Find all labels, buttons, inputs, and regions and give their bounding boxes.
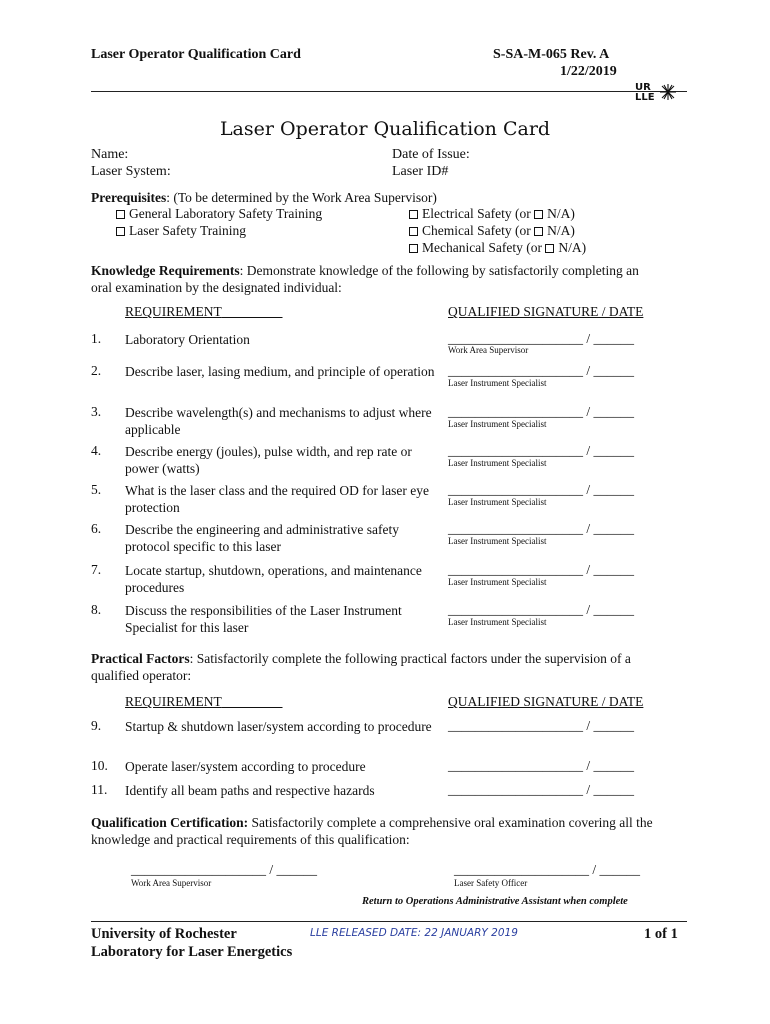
prerequisites-heading: [91, 190, 437, 206]
knowledge-item-number: 7.: [91, 562, 102, 577]
knowledge-item-text: Describe wavelength(s) and mechanisms to adjust where applicable: [125, 405, 432, 437]
practical-item-text: Startup & shutdown laser/system according to procedure: [125, 719, 432, 734]
prereq-mechanical[interactable]: Mechanical Safety (or N/A): [409, 240, 586, 256]
knowledge-item-signature-line[interactable]: ____________________ / ______: [448, 363, 635, 378]
knowledge-item-text: Locate startup, shutdown, operations, and maintenance procedures: [125, 563, 422, 595]
knowledge-item-role: Laser Instrument Specialist: [448, 497, 547, 507]
checkbox-icon[interactable]: [409, 227, 418, 236]
knowledge-item-role: Work Area Supervisor: [448, 345, 529, 355]
practical-item-signature-line[interactable]: ____________________ / ______: [448, 718, 635, 733]
svg-text:UR: UR: [635, 82, 651, 93]
practical-item-number: 11.: [91, 782, 108, 797]
knowledge-col-requirement: REQUIREMENT: [125, 304, 222, 319]
knowledge-item-text: Discuss the responsibilities of the Laser Instrument Specialist for this laser: [125, 603, 402, 635]
checkbox-icon[interactable]: [534, 227, 543, 236]
prereq-laser-safety[interactable]: Laser Safety Training: [116, 223, 246, 239]
practical-item-text: Operate laser/system according to procedure: [125, 759, 366, 774]
laser-id-label: Laser ID#: [392, 164, 449, 179]
knowledge-item-text: Describe laser, lasing medium, and principle of operation: [125, 364, 435, 379]
knowledge-label: Knowledge Requirements: [91, 263, 240, 278]
knowledge-col-signature: QUALIFIED SIGNATURE / DATE: [448, 304, 644, 319]
lso-role: Laser Safety Officer: [454, 878, 528, 888]
footer-org2: Laboratory for Laser Energetics: [91, 944, 293, 960]
doc-date: 1/22/2019: [560, 64, 617, 79]
supervisor-role: Work Area Supervisor: [131, 878, 212, 888]
footer-rule: [91, 921, 687, 922]
certification-label: Qualification Certification:: [91, 815, 249, 830]
return-note: Return to Operations Administrative Assistant when complete: [362, 896, 628, 907]
prerequisites-label: Prerequisites: [91, 190, 167, 205]
knowledge-item-role: Laser Instrument Specialist: [448, 536, 547, 546]
knowledge-item-role: Laser Instrument Specialist: [448, 617, 547, 627]
knowledge-item-text: Laboratory Orientation: [125, 332, 250, 347]
knowledge-item-number: 5.: [91, 482, 102, 497]
knowledge-item-role: Laser Instrument Specialist: [448, 458, 547, 468]
checkbox-icon[interactable]: [409, 244, 418, 253]
checkbox-icon[interactable]: [116, 210, 125, 219]
checkbox-icon[interactable]: [116, 227, 125, 236]
practical-item-text: Identify all beam paths and respective hazards: [125, 783, 375, 798]
prerequisites-text: : (To be determined by the Work Area Supervisor): [166, 190, 437, 205]
knowledge-line2: oral examination by the designated individual:: [91, 280, 342, 295]
svg-text:LLE: LLE: [635, 92, 655, 102]
prereq-electrical[interactable]: Electrical Safety (or N/A): [409, 206, 575, 222]
header-rule: [91, 91, 687, 92]
knowledge-item-signature-line[interactable]: ____________________ / ______: [448, 404, 635, 419]
certification-line2: knowledge and practical requirements of this qualification:: [91, 832, 410, 847]
knowledge-item-number: 1.: [91, 331, 102, 346]
practical-item-signature-line[interactable]: ____________________ / ______: [448, 758, 635, 773]
certification-heading: Qualification Certification: Satisfactorily complete a comprehensive oral examination covering all the: [91, 815, 653, 830]
checkbox-icon[interactable]: [409, 210, 418, 219]
knowledge-item-text: What is the laser class and the required OD for laser eye protection: [125, 483, 430, 515]
knowledge-item-role: Laser Instrument Specialist: [448, 419, 547, 429]
prereq-chemical[interactable]: Chemical Safety (or N/A): [409, 223, 575, 239]
practical-item-signature-line[interactable]: ____________________ / ______: [448, 782, 635, 797]
knowledge-item-signature-line[interactable]: ____________________ / ______: [448, 521, 635, 536]
footer-org1: University of Rochester: [91, 926, 237, 942]
page-title: Laser Operator Qualification Card: [219, 118, 551, 140]
practical-line2: qualified operator:: [91, 668, 192, 683]
doc-number: S-SA-M-065 Rev. A: [493, 47, 610, 62]
supervisor-signature-line[interactable]: ____________________ / ______: [131, 862, 318, 877]
knowledge-item-number: 2.: [91, 363, 102, 378]
released-date: LLE RELEASED DATE: 22 JANUARY 2019: [310, 927, 518, 939]
lso-signature-line[interactable]: ____________________ / ______: [454, 862, 641, 877]
practical-item-number: 9.: [91, 718, 102, 733]
checkbox-icon[interactable]: [545, 244, 554, 253]
practical-heading: Practical Factors: Satisfactorily complete the following practical factors under the supervision of a: [91, 651, 631, 666]
date-of-issue-label: Date of Issue:: [392, 147, 470, 162]
knowledge-item-signature-line[interactable]: ____________________ / ______: [448, 482, 635, 497]
practical-col-requirement: REQUIREMENT: [125, 694, 222, 709]
ur-lle-logo: [634, 80, 680, 106]
practical-label: Practical Factors: [91, 651, 190, 666]
knowledge-item-number: 6.: [91, 521, 102, 536]
knowledge-item-role: Laser Instrument Specialist: [448, 577, 547, 587]
knowledge-item-signature-line[interactable]: ____________________ / ______: [448, 443, 635, 458]
knowledge-item-number: 3.: [91, 404, 102, 419]
knowledge-item-text: Describe energy (joules), pulse width, and rep rate or power (watts): [125, 444, 412, 476]
laser-system-label: Laser System:: [91, 164, 171, 179]
knowledge-item-signature-line[interactable]: ____________________ / ______: [448, 331, 635, 346]
checkbox-icon[interactable]: [534, 210, 543, 219]
knowledge-item-number: 8.: [91, 602, 102, 617]
header-title: Laser Operator Qualification Card: [91, 47, 301, 62]
name-label: Name:: [91, 147, 129, 162]
knowledge-item-role: Laser Instrument Specialist: [448, 378, 547, 388]
knowledge-item-number: 4.: [91, 443, 102, 458]
knowledge-heading: Knowledge Requirements: Demonstrate knowledge of the following by satisfactorily completing an: [91, 263, 639, 278]
page-number: 1 of 1: [644, 926, 678, 942]
prereq-general-lab[interactable]: General Laboratory Safety Training: [116, 206, 322, 222]
practical-col-signature: QUALIFIED SIGNATURE / DATE: [448, 694, 644, 709]
knowledge-item-text: Describe the engineering and administrative safety protocol specific to this laser: [125, 522, 400, 554]
knowledge-item-signature-line[interactable]: ____________________ / ______: [448, 562, 635, 577]
knowledge-item-signature-line[interactable]: ____________________ / ______: [448, 602, 635, 617]
practical-item-number: 10.: [91, 758, 108, 773]
